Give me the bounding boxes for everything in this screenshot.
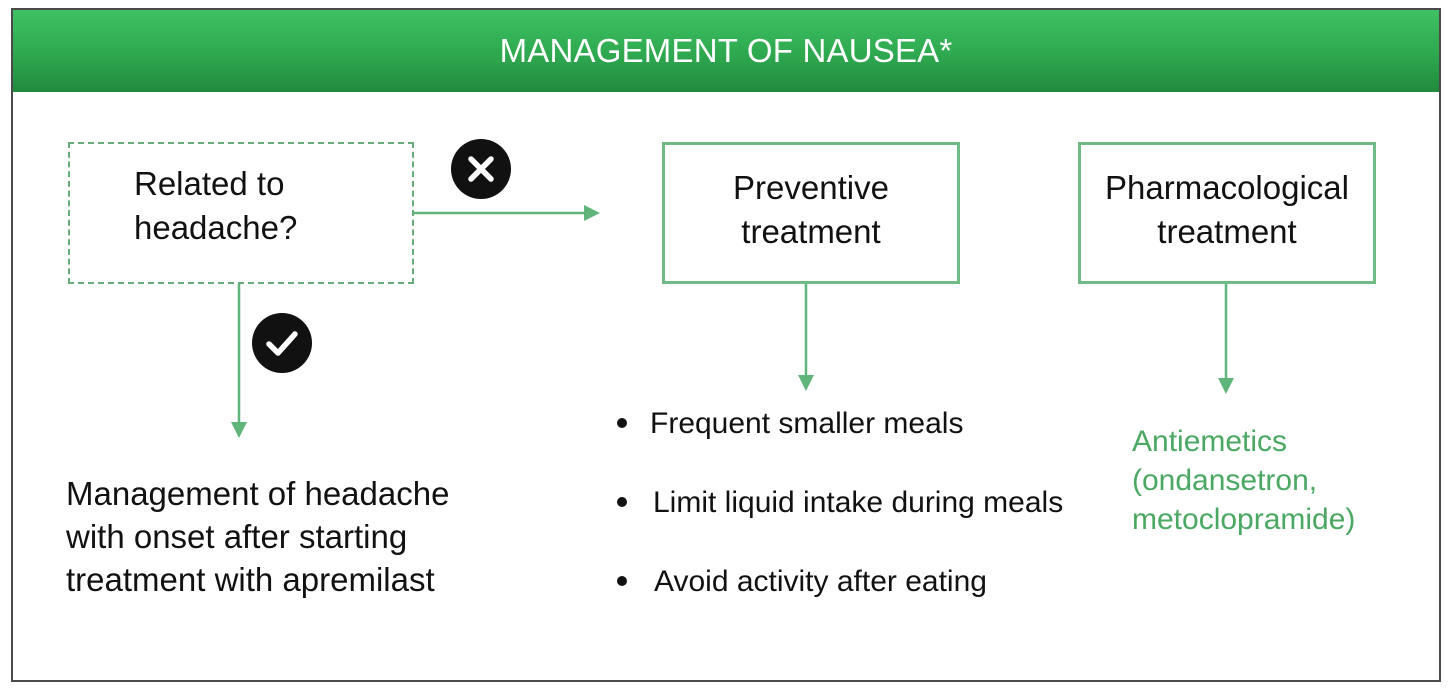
decision-box (68, 142, 414, 284)
bullet-icon (617, 576, 627, 586)
yes-connector-arrowhead (231, 422, 247, 438)
check-circle-icon (251, 312, 313, 374)
preventive-title: Preventive treatment (733, 169, 889, 250)
x-circle-icon (450, 138, 512, 200)
decision-question: Related to headache? (134, 165, 298, 246)
pharma-connector-arrowhead (1218, 378, 1234, 394)
list-item-label: Avoid activity after eating (654, 565, 987, 598)
list-item-label: Frequent smaller meals (650, 407, 964, 440)
pharmacological-title: Pharmacological treatment (1105, 169, 1349, 250)
bullet-icon (617, 497, 627, 507)
list-item-label: Limit liquid intake during meals (653, 486, 1064, 519)
preventive-treatment-box (662, 142, 960, 284)
no-connector-arrowhead (584, 205, 600, 221)
preventive-connector-arrowhead (798, 375, 814, 391)
headache-management-text: Management of headache with onset after starting treatment with apremilast (66, 475, 450, 598)
pharmacological-treatment-box (1078, 142, 1376, 284)
antiemetics-text: Antiemetics (ondansetron, metoclopramide) (1132, 425, 1356, 536)
bullet-icon (617, 418, 627, 428)
diagram-title: MANAGEMENT OF NAUSEA* (499, 32, 953, 69)
